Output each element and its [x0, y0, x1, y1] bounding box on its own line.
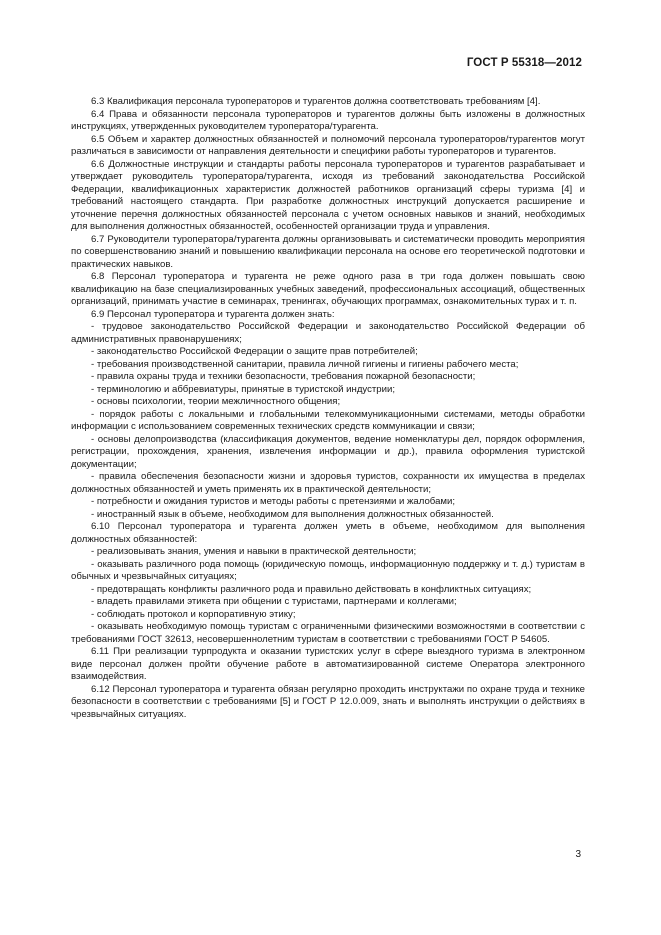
paragraph: - правила охраны труда и техники безопасности, требования пожарной безопасности; — [91, 371, 476, 382]
paragraph: - владеть правилами этикета при общении с туристами, партнерами и коллегами; — [91, 596, 457, 607]
paragraph: - законодательство Российской Федерации о защите прав потребителей; — [91, 346, 418, 357]
paragraph: - соблюдать протокол и корпоративную этику; — [91, 608, 296, 620]
paragraph: - трудовое законодательство Российской Федерации и законодательство Российской Федерации об административных правонарушениях; — [71, 321, 585, 345]
paragraph: - основы делопроизводства (классификация документов, ведение номенклатуры дел, порядок оформления, регистрации, прохождения, хранения, извлечения информации и др.), правила оформления туристской документации; — [71, 433, 585, 470]
paragraph: 6.10 Персонал туроператора и турагента должен уметь в объеме, необходимом для выполнения должностных обязанностей: — [71, 521, 585, 545]
paragraph: - потребности и ожидания туристов и методы работы с претензиями и жалобами; — [91, 496, 456, 507]
paragraph: 6.3 Квалификация персонала туроператоров и турагентов должна соответствовать требованиям [4]. — [91, 96, 541, 107]
paragraph: 6.8 Персонал туроператора и турагента не реже одного раза в три года должен повышать свою квалификацию на базе специализированных учебных заведений, профессиональных ассоциаций, общественных организаций, принимать участие в семинарах, тренингах, обучающих программах, ознакомительных турах и т. п. — [71, 271, 585, 307]
page-number: 3 — [575, 849, 581, 860]
paragraph: - требования производственной санитарии, правила личной гигиены и гигиены рабочего места; — [91, 358, 519, 370]
paragraph: - оказывать различного рода помощь (юридическую помощь, информационную поддержку и т. д.) туристам в обычных и чрезвычайных ситуациях; — [71, 558, 585, 582]
paragraph: 6.12 Персонал туроператора и турагента обязан регулярно проходить инструктажи по охране труда и технике безопасности в соответствии с требованиями [5] и ГОСТ Р 12.0.009, знать и выполнять инструкции о действиях в чрезвычайных ситуациях. — [71, 683, 585, 720]
paragraph: - оказывать необходимую помощь туристам с ограниченными физическими возможностями в соответствии с требованиями ГОСТ 32613, несовершеннолетним туристам в соответствии с требованиями ГОСТ Р 54605. — [71, 621, 585, 645]
paragraph: - терминологию и аббревиатуры, принятые в туристской индустрии; — [91, 383, 396, 395]
document-body — [71, 96, 585, 721]
paragraph: 6.11 При реализации турпродукта и оказании туристских услуг в сфере выездного туризма в электронном виде персонал должен пройти обучение работе в автоматизированной системе Оператора электронного взаимодействия. — [71, 646, 585, 682]
paragraph: - иностранный язык в объеме, необходимом для выполнения должностных обязанностей. — [91, 508, 494, 520]
paragraph: - предотвращать конфликты различного рода и правильно действовать в конфликтных ситуациях; — [91, 583, 532, 595]
paragraph: - реализовывать знания, умения и навыки в практической деятельности; — [91, 546, 417, 557]
standard-designation: ГОСТ Р 55318—2012 — [466, 57, 582, 69]
paragraph: - основы психологии, теории межличностного общения; — [91, 396, 341, 407]
paragraph: - порядок работы с локальными и глобальными телекоммуникационными системами, методы обработки информации с использованием современных технических средств коммуникации и связи; — [71, 408, 585, 432]
paragraph: 6.6 Должностные инструкции и стандарты работы персонала туроператоров и турагентов разрабатывает и утверждает руководитель туроператора/турагента, исходя из требований законодательства Российской Федерации, квалификационных характеристик должностей работников организаций сферы туризма [4] и требований настоящего стандарта. При разработке должностных инструкций допускается расширение и уточнение перечня должностных обязанностей персонала с учетом основных навыков и знаний, необходимых для выполнения должностных обязанностей, особенностей организации труда и управления. — [71, 158, 585, 232]
paragraph: 6.5 Объем и характер должностных обязанностей и полномочий персонала туроператоров/турагентов могут различаться в зависимости от направления деятельности и специфики работы туроператоров и турагентов. — [71, 133, 585, 157]
paragraph: 6.4 Права и обязанности персонала туроператоров и турагентов должны быть изложены в должностных инструкциях, утвержденных руководителем туроператора/турагента. — [71, 108, 585, 132]
paragraph: 6.9 Персонал туроператора и турагента должен знать: — [91, 308, 335, 320]
paragraph: - правила обеспечения безопасности жизни и здоровья туристов, сохранности их имущества в пределах должностных обязанностей и уметь применять их в практической деятельности; — [71, 471, 585, 495]
paragraph: 6.7 Руководители туроператора/турагента должны организовывать и систематически проводить мероприятия по совершенствованию знаний и повышению квалификации персонала на основе его теоретической подготовки и практических навыков. — [71, 233, 585, 270]
